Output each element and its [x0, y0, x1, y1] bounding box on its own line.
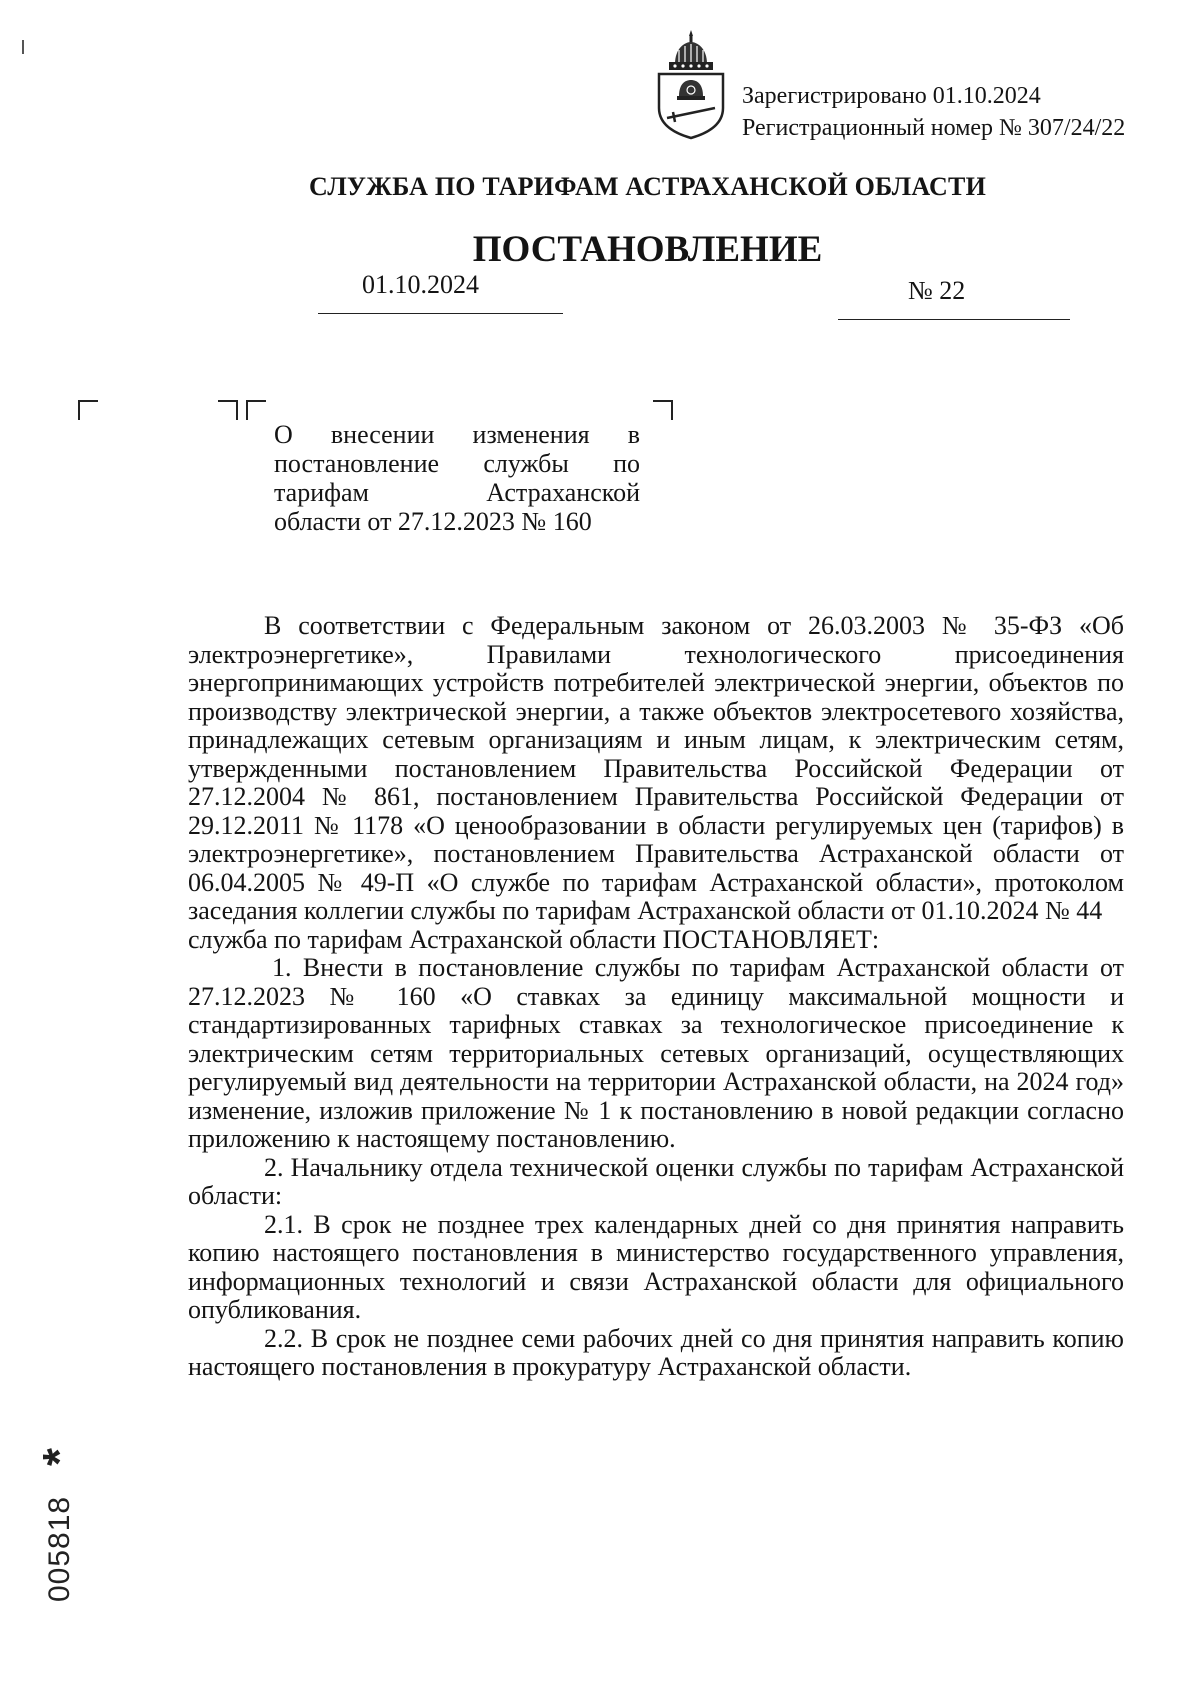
document-number: № 22: [908, 276, 966, 305]
date-underline: [318, 313, 563, 314]
scan-edge-mark: [22, 40, 24, 54]
corner-mark: [653, 400, 673, 420]
registration-stamp: [742, 80, 1125, 144]
item-2-1-paragraph: 2.1. В срок не позднее трех календарных дней со дня принятия направить копию настоящего постановления в министерство государственного управления, информационных технологий и связи Астраханской области для официального опубликования.: [188, 1209, 1124, 1324]
subject-line: О внесении изменения в: [274, 420, 640, 449]
item-2-2-paragraph: 2.2. В срок не позднее семи рабочих дней со дня принятия направить копию настоящего постановления в прокуратуру Астраханской области.: [188, 1323, 1124, 1381]
corner-mark: [78, 400, 98, 420]
item-1-paragraph: 1. Внести в постановление службы по тарифам Астраханской области от 27.12.2023 № 160 «О ставках за единицу максимальной мощности и стандартизированных тарифных ставках за технологическое присоединение к электрическим сетям территориальных сетевых организаций, осуществляющих регулируемый вид деятельности на территории Астраханской области, на 2024 год» изменение, изложив приложение № 1 к постановлению в новой редакции согласно приложению к настоящему постановлению.: [188, 953, 1124, 1153]
registration-date: Зарегистрировано 01.10.2024: [742, 83, 1041, 109]
subject-line: тарифам Астраханской: [274, 478, 640, 507]
resolves-line: служба по тарифам Астраханской области ПОСТАНОВЛЯЕТ:: [188, 924, 880, 954]
organization-name: СЛУЖБА ПО ТАРИФАМ АСТРАХАНСКОЙ ОБЛАСТИ: [309, 172, 986, 201]
margin-stamp: [30, 1430, 90, 1630]
margin-serial-code: 005818: [43, 1495, 76, 1602]
asterisk-mark: *: [32, 1448, 85, 1466]
document-date: 01.10.2024: [362, 270, 479, 299]
item-2-paragraph: 2. Начальнику отдела технической оценки службы по тарифам Астраханской области:: [188, 1152, 1124, 1210]
corner-mark: [218, 400, 238, 420]
corner-mark: [246, 400, 266, 420]
registration-number: Регистрационный номер № 307/24/22: [742, 115, 1126, 141]
document-body: [188, 612, 1124, 1382]
document-type: ПОСТАНОВЛЕНИЕ: [472, 229, 823, 270]
preamble-paragraph: В соответствии с Федеральным законом от 26.03.2003 № 35-ФЗ «Об электроэнергетике», Правилами технологического присоединения энергопринимающих устройств потребителей электрической энергии, объектов по производству электрической энергии, а также объектов электросетевого хозяйства, принадлежащих сетевым организациям и иным лицам, к электрическим сетям, утвержденными постановлением Правительства Российской Федерации от 27.12.2004 № 861, постановлением Правительства Российской Федерации от 29.12.2011 № 1178 «О ценообразовании в области регулируемых цен (тарифов) в электроэнергетике», постановлением Правительства Астраханской области от 06.04.2005 № 49-П «О службе по тарифам Астраханской области», протоколом заседания коллегии службы по тарифам Астраханской области от 01.10.2024 № 44: [188, 611, 1124, 925]
document-subject: [274, 420, 640, 536]
number-underline: [838, 319, 1070, 320]
subject-line: области от 27.12.2023 № 160: [274, 507, 592, 536]
subject-line: постановление службы по: [274, 449, 640, 478]
coat-of-arms-icon: [655, 28, 727, 140]
